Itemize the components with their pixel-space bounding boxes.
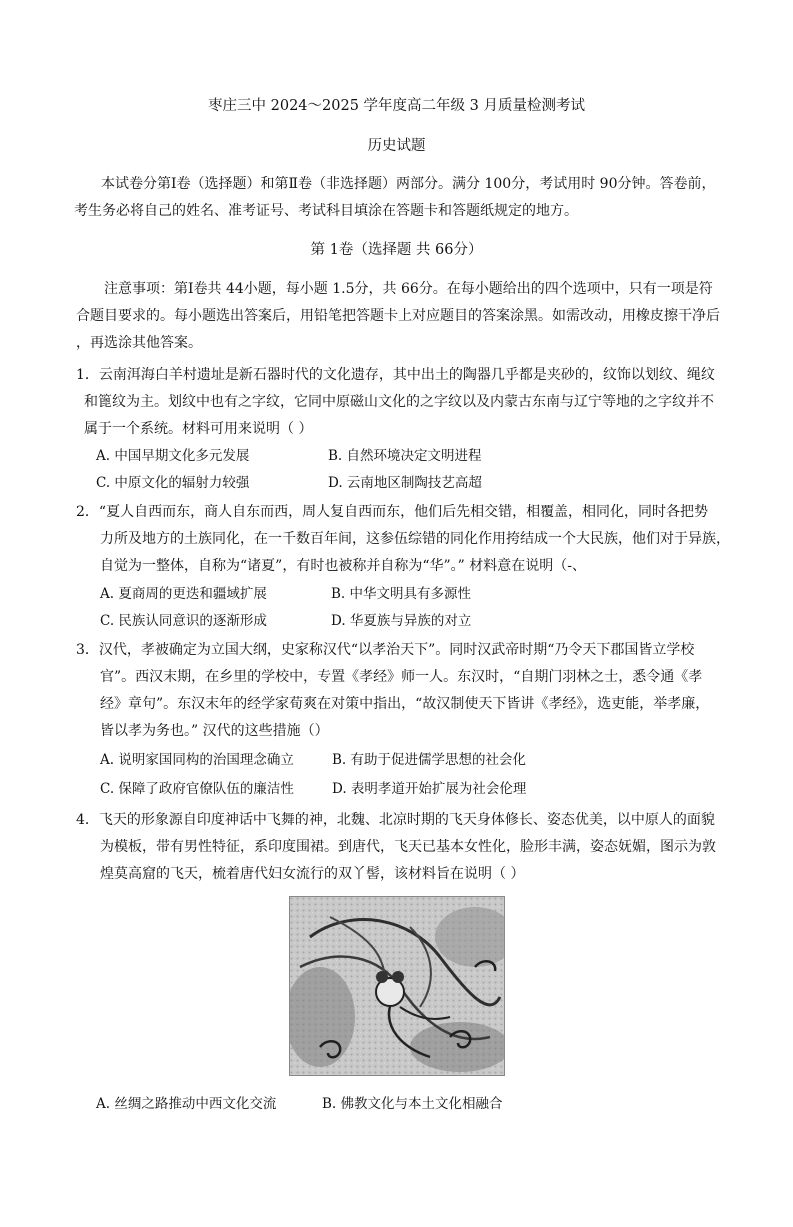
question-4-line-3: 煌莫高窟的飞天，梳着唐代妇女流行的双丫髻，该材料旨在说明（ ） [100,866,525,882]
question-2-option-d[interactable]: D. 华夏族与异族的对立 [331,613,472,629]
feitian-image [289,896,505,1076]
question-2-option-a[interactable]: A. 夏商周的更迭和疆域扩展 [100,586,267,602]
question-2-line-1: 2．“夏人自西而东，商人自东而西，周人复自西而东，他们后先相交错，相覆盖，相同化，同时各把势 [76,504,709,520]
question-1-line-2: 和篦纹为主。划纹中也有之字纹，它同中原磁山文化的之字纹以及内蒙古东南与辽宁等地的之字纹并不 [84,394,714,410]
question-3-option-a[interactable]: A. 说明家国同构的治国理念确立 [100,752,294,768]
question-3-line-4: 皆以孝为务也。” 汉代的这些措施（） [100,723,329,739]
question-3-option-b[interactable]: B. 有助于促进儒学思想的社会化 [332,752,527,768]
question-1-line-1: 1．云南洱海白羊村遗址是新石器时代的文化遗存，其中出土的陶器几乎都是夹砂的，纹饰以划纹、绳纹 [76,367,715,383]
question-1-option-d[interactable]: D. 云南地区制陶技艺高超 [328,475,482,491]
question-3-line-1: 3．汉代，孝被确定为立国大纲，史家称汉代“以孝治天下”。同时汉武帝时期“乃令天下郡国皆立学校 [76,642,695,658]
question-4-option-b[interactable]: B. 佛教文化与本土文化相融合 [322,1096,503,1112]
question-1-line-3: 属于一个系统。材料可用来说明（ ） [84,421,313,437]
question-1-option-b[interactable]: B. 自然环境决定文明进程 [328,448,482,464]
subject-title: 历史试题 [367,138,426,154]
question-2-option-b[interactable]: B. 中华文明具有多源性 [331,586,472,602]
intro-line-1: 本试卷分第Ⅰ卷（选择题）和第Ⅱ卷（非选择题）两部分。满分 100分，考试用时 90分钟。答卷前， [101,176,716,192]
question-4-line-1: 4．飞天的形象源自印度神话中飞舞的神，北魏、北凉时期的飞天身体修长、姿态优美，以中原人的面貌 [76,812,715,828]
notes-line-3: ，再选涂其他答案。 [76,335,202,351]
question-3-line-3: 经》章句”。东汉末年的经学家荀爽在对策中指出，“故汉制使天下皆讲《孝经》，选吏能，举孝廉， [100,696,710,712]
exam-title: 枣庄三中 2024～2025 学年度高二年级 3 月质量检测考试 [208,98,585,114]
question-2-line-2: 力所及地方的土族同化，在一千数百年间，这参伍综错的同化作用挎结成一个大民族，他们对于异族， [100,531,730,547]
question-3-line-2: 官”。西汉末期，在乡里的学校中，专置《孝经》师一人。东汉时，“自期门羽林之士，悉令通《孝 [100,669,703,685]
question-1-option-a[interactable]: A. 中国早期文化多元发展 [96,448,250,464]
question-1-option-c[interactable]: C. 中原文化的辐射力较强 [96,475,250,491]
question-4-option-a[interactable]: A. 丝绸之路推动中西文化交流 [96,1096,277,1112]
question-3-option-c[interactable]: C. 保障了政府官僚队伍的廉洁性 [100,781,294,797]
notes-line-1: 注意事项：第Ⅰ卷共 44小题，每小题 1.5分，共 66分。在每小题给出的四个选项中，只有一项是符 [104,281,713,297]
question-3-option-d[interactable]: D. 表明孝道开始扩展为社会伦理 [332,781,527,797]
notes-line-2: 合题目要求的。每小题选出答案后，用铅笔把答题卡上对应题目的答案涂黑。如需改动，用橡皮擦干净后 [76,308,720,324]
intro-line-2: 考生务必将自己的姓名、准考证号、考试科目填涂在答题卡和答题纸规定的地方。 [74,203,578,219]
question-4-line-2: 为模板，带有男性特征，系印度围裙。到唐代，飞天已基本女性化，脸形丰满，姿态妩媚，图示为敦 [100,839,716,855]
question-2-option-c[interactable]: C. 民族认同意识的逐渐形成 [100,613,267,629]
question-2-line-3: 自觉为一整体，自称为“诸夏”，有时也被称并自称为“华”。” 材料意在说明（-、 [100,558,586,574]
section-heading: 第 1卷（选择题 共 66分） [310,242,483,258]
feitian-illustration [290,897,504,1075]
